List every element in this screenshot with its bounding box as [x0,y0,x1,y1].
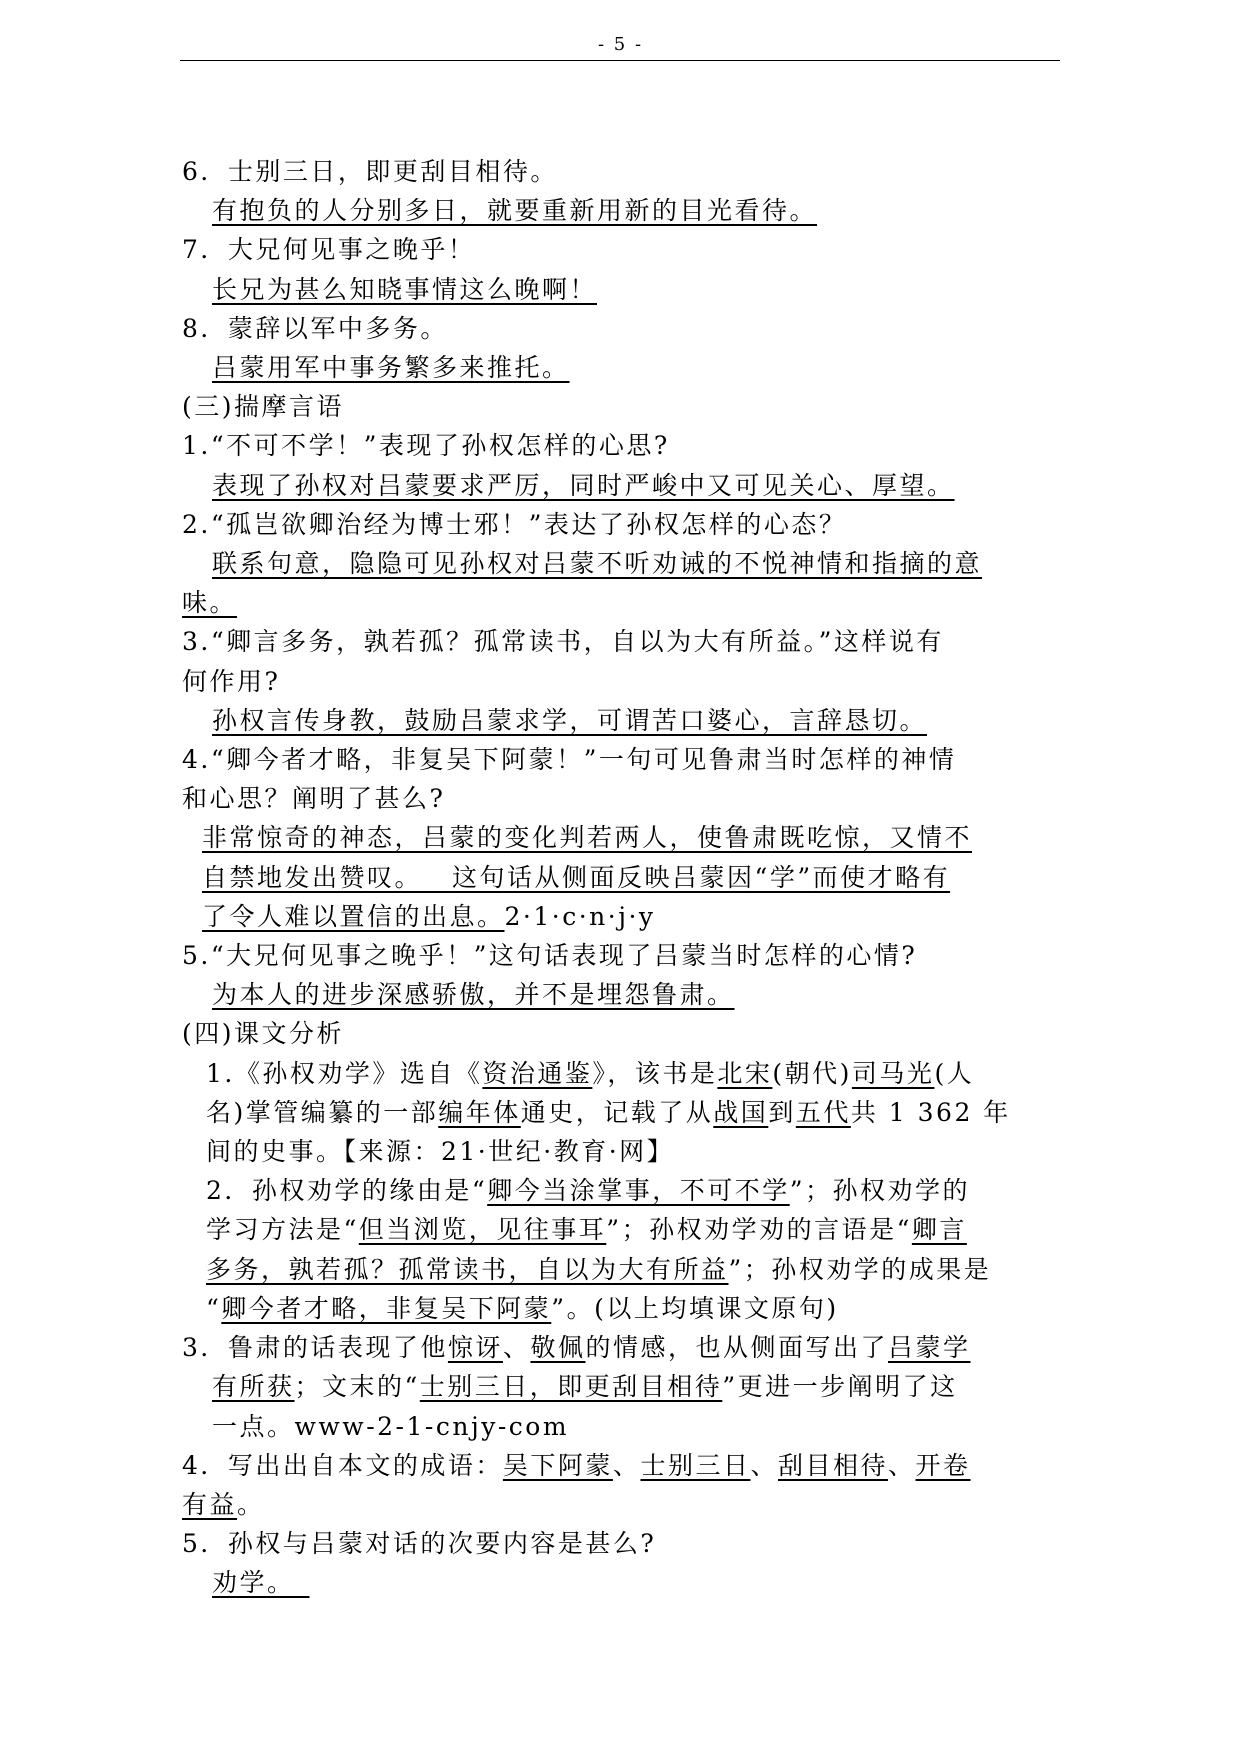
s3-question-5: 5.“大兄何见事之晚乎！”这句话表现了吕蒙当时怎样的心情? [182,941,918,971]
document-body [182,152,1062,1603]
s4-item-2: 2．孙权劝学的缘由是“卿今当涂掌事，不可不学”；孙权劝学的 [206,1176,970,1206]
s3-question-2: 2.“孤岂欲卿治经为博士邪！”表达了孙权怎样的心态？ [182,509,847,539]
question-6: 6．士别三日，即更刮目相待。 [182,157,558,186]
answer-8: 吕蒙用军中事务繁多来推托。 [212,353,570,383]
header-rule [180,60,1060,61]
s4-item-4: 4．写出出自本文的成语：吴下阿蒙、士别三日、刮目相待、开卷 [182,1450,971,1480]
s3-question-1: 1.“不可不学！”表现了孙权怎样的心思? [182,431,670,461]
s3-answer-1: 表现了孙权对吕蒙要求严厉，同时严峻中又可见关心、厚望。 [212,470,955,500]
s4-item-4-cont: 有益。 [182,1489,265,1519]
s4-answer-5: 劝学。 [212,1568,295,1598]
s3-answer-4-cont: 自禁地发出赞叹。 这句话从侧面反映吕蒙因“学”而使才略有 [202,862,951,892]
s4-item-3: 3．鲁肃的话表现了他惊讶、敬佩的情感，也从侧面写出了吕蒙学 [182,1333,971,1363]
question-8: 8．蒙辞以军中多务。 [182,313,448,343]
s3-question-3: 3.“卿言多务，孰若孤？孤常读书，自以为大有所益。”这样说有 [182,627,944,657]
s3-question-4: 4.“卿今者才略，非复吴下阿蒙！”一句可见鲁肃当时怎样的神情 [182,745,957,775]
s3-question-4-cont: 和心思？阐明了甚么? [182,784,446,814]
s4-item-3-end: 一点。www-2-1-cnjy-com [212,1411,570,1441]
s3-answer-5: 为本人的进步深感骄傲，并不是埋怨鲁肃。 [212,980,735,1010]
s3-answer-3: 孙权言传身教，鼓励吕蒙求学，可谓苦口婆心，言辞恳切。 [212,705,928,735]
s3-answer-4-end: 了令人难以置信的出息。2·1·c·n·j·y [202,901,656,931]
answer-7: 长兄为甚么知晓事情这么晚啊！ [212,274,598,304]
s4-item-1-cont: 名)掌管编纂的一部编年体通史，记载了从战国到五代共 1 362 年 [206,1097,1011,1127]
page-number: - 5 - [597,34,644,55]
answer-6: 有抱负的人分别多日，就要重新用新的目光看待。 [212,196,818,226]
s4-item-2-cont2: 多务，孰若孤？孤常读书，自以为大有所益”；孙权劝学的成果是 [206,1254,992,1284]
s4-item-2-end: “卿今者才略，非复吴下阿蒙”。(以上均填课文原句) [206,1293,839,1323]
s3-question-3-cont: 何作用? [182,666,281,696]
section-heading-4: (四)课文分析 [182,1019,345,1049]
s3-answer-2: 联系句意，隐隐可见孙权对吕蒙不听劝诫的不悦神情和指摘的意 [212,549,983,579]
s4-item-3-cont: 有所获；文末的“士别三日，即更刮目相待”更进一步阐明了这 [212,1372,958,1402]
watermark-text: 2·1·c·n·j·y [504,901,656,931]
s4-item-2-cont: 学习方法是“但当浏览，见往事耳”；孙权劝学劝的言语是“卿言 [206,1215,967,1245]
s4-item-1: 1.《孙权劝学》选自《资治通鉴》，该书是北宋(朝代)司马光(人 [206,1058,975,1088]
s3-answer-4: 非常惊奇的神态，吕蒙的变化判若两人，使鲁肃既吃惊，又情不 [202,823,973,853]
section-heading-3: (三)揣摩言语 [182,392,345,422]
s3-answer-2-cont: 味。 [182,588,238,618]
question-7: 7．大兄何见事之晚乎！ [182,235,476,265]
s4-item-5: 5．孙权与吕蒙对话的次要内容是甚么? [182,1529,657,1559]
s4-item-1-end: 间的史事。【来源：21·世纪·教育·网】 [206,1137,675,1167]
